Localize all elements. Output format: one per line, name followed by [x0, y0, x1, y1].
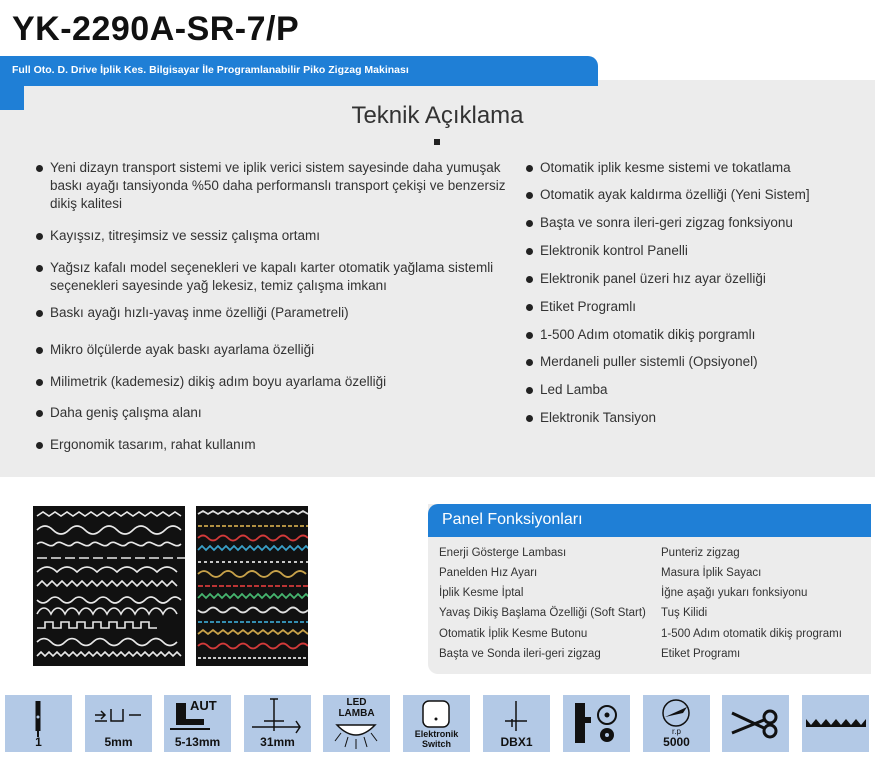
feature-text: Baskı ayağı hızlı-yavaş inme özelliği (Parametreli) — [50, 305, 349, 320]
feature-item — [526, 409, 866, 427]
spec-top-label: LED LAMBA — [338, 697, 375, 719]
bullet-dot — [526, 192, 533, 199]
feature-text: Milimetrik (kademesiz) dikiş adım boyu ayarlama özelliği — [50, 374, 387, 389]
panel-function-item: Tuş Kilidi — [661, 607, 708, 619]
panel-function-item: Panelden Hız Ayarı — [439, 567, 538, 579]
panel-function-item: Masura İplik Sayacı — [661, 567, 762, 579]
panel-function-item: İplik Kesme İptal — [439, 587, 524, 599]
feature-item — [526, 270, 866, 288]
feature-item — [36, 404, 506, 422]
bullet-dot — [36, 442, 43, 449]
needle-icon — [5, 695, 72, 752]
feature-text: Yağsız kafalı model seçenekleri ve kapalı karter otomatik yağlama sistemli seçenekleri sayesinde yağ lekesiz, temiz çalışma imkanı — [50, 260, 494, 293]
feature-text: 1-500 Adım otomatik dikiş porgramlı — [540, 327, 756, 342]
bullet-dot — [526, 332, 533, 339]
needle-system-icon — [483, 695, 550, 752]
feature-text: Merdaneli puller sistemli (Opsiyonel) — [540, 354, 758, 369]
feature-text: Etiket Programlı — [540, 299, 637, 314]
spec-value: 5000 — [663, 735, 690, 749]
stitch-pattern-sample-color — [196, 506, 308, 666]
bullet-dot — [526, 415, 533, 422]
feature-item — [36, 304, 506, 322]
bullet-dot — [36, 165, 43, 172]
bullet-dot — [526, 387, 533, 394]
bullet-dot — [526, 276, 533, 283]
bullet-dot — [526, 248, 533, 255]
feature-item — [526, 353, 866, 371]
panel-functions-header — [428, 504, 871, 537]
feature-text: Kayışsız, titreşimsiz ve sessiz çalışma ortamı — [50, 228, 321, 243]
bullet-dot — [36, 310, 43, 317]
feature-item — [526, 159, 866, 177]
led-lamp-icon — [323, 695, 390, 752]
panel-function-item: 1-500 Adım otomatik dikiş programı — [661, 628, 842, 640]
stitch-width-icon — [85, 695, 152, 752]
feature-text: Led Lamba — [540, 382, 608, 397]
feature-item — [526, 298, 866, 316]
spec-value: DBX1 — [500, 735, 533, 749]
electronic-switch-icon — [403, 695, 470, 752]
feature-text: Elektronik panel üzeri hız ayar özelliği — [540, 271, 766, 286]
panel-functions-title: Panel Fonksiyonları — [442, 511, 583, 528]
feature-item — [526, 326, 866, 344]
feature-item — [36, 373, 506, 391]
feature-item — [526, 242, 866, 260]
bullet-dot — [526, 220, 533, 227]
panel-function-item: Yavaş Dikiş Başlama Özelliği (Soft Start) — [439, 607, 646, 619]
subtitle: Full Oto. D. Drive İplik Kes. Bilgisayar İle Programlanabilir Piko Zigzag Makinası — [12, 64, 409, 76]
feature-item — [36, 341, 506, 359]
heading-divider-dot — [434, 139, 440, 145]
bullet-dot — [526, 304, 533, 311]
bullet-dot — [526, 359, 533, 366]
presser-foot-lift-icon — [164, 695, 231, 752]
tech-heading: Teknik Açıklama — [351, 102, 524, 129]
panel-function-item: Başta ve Sonda ileri-geri zigzag — [439, 648, 601, 660]
feed-dog-icon — [802, 695, 869, 752]
bullet-dot — [36, 379, 43, 386]
feature-item — [526, 214, 866, 232]
feature-text: Başta ve sonra ileri-geri zigzag fonksiyonu — [540, 215, 793, 230]
spec-value: 31mm — [260, 735, 295, 749]
feature-item — [526, 381, 866, 399]
feature-text: Daha geniş çalışma alanı — [50, 405, 202, 420]
spec-value: 1 — [35, 735, 42, 749]
bobbin-icon — [563, 695, 630, 752]
spec-top-label: AUT — [190, 698, 217, 713]
bullet-dot — [36, 410, 43, 417]
feature-text: Otomatik iplik kesme sistemi ve tokatlama — [540, 160, 791, 175]
feature-text: Elektronik kontrol Panelli — [540, 243, 688, 258]
bullet-dot — [36, 347, 43, 354]
spec-value: 5mm — [104, 735, 133, 749]
spec-top-label: r.p — [672, 727, 681, 736]
panel-function-item: Punteriz zigzag — [661, 547, 740, 559]
bullet-dot — [36, 233, 43, 240]
panel-function-item: Enerji Gösterge Lambası — [439, 547, 567, 559]
spec-value: 5-13mm — [174, 735, 221, 749]
panel-function-item: İğne aşağı yukarı fonksiyonu — [661, 587, 808, 599]
panel-function-item: Etiket Programı — [661, 648, 741, 660]
bullet-dot — [36, 265, 43, 272]
needle-bar-stroke-icon — [244, 695, 311, 752]
panel-function-item: Otomatik İplik Kesme Butonu — [439, 628, 588, 640]
feature-item — [36, 227, 506, 245]
feature-text: Yeni dizayn transport sistemi ve iplik verici sistem sayesinde daha yumuşak baskı ayağı tansiyonda %50 daha performanslı transport çekişi ve benzersiz dikiş kalitesi — [50, 160, 506, 211]
scissors-icon — [722, 695, 789, 752]
feature-text: Elektronik Tansiyon — [540, 410, 657, 425]
spec-value: Elektronik Switch — [414, 729, 459, 749]
speed-dial-icon — [643, 695, 710, 752]
feature-text: Otomatik ayak kaldırma özelliği (Yeni Sistem] — [540, 187, 810, 202]
feature-item — [36, 159, 506, 213]
feature-item — [36, 436, 506, 454]
feature-item — [526, 186, 866, 204]
bullet-dot — [526, 165, 533, 172]
feature-text: Ergonomik tasarım, rahat kullanım — [50, 437, 256, 452]
feature-text: Mikro ölçülerde ayak baskı ayarlama özelliği — [50, 342, 315, 357]
stitch-pattern-sample-white — [33, 506, 185, 666]
model-title: YK-2290A-SR-7/P — [12, 10, 300, 48]
feature-item — [36, 259, 506, 295]
